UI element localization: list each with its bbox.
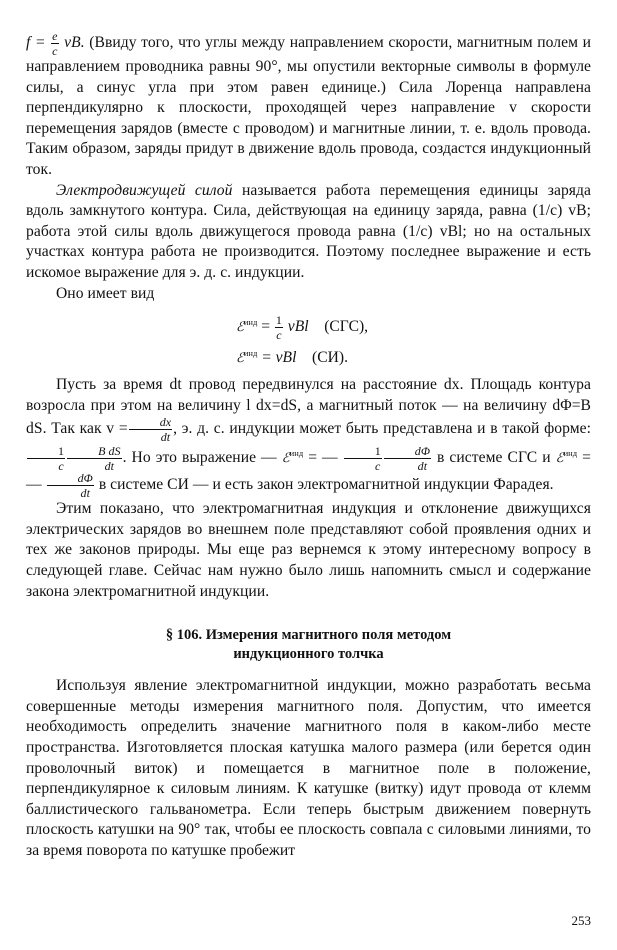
emf-symbol: ℰ xyxy=(236,351,244,367)
formula-cgs: ℰ$^{инд}$ = $\frac{1}{c}$ vBl (СГС), ℰ$^{инд}$ = vBl (СИ). xyxy=(236,313,369,367)
page-number: 253 xyxy=(571,913,591,928)
paragraph-form-intro: Оно имеет вид xyxy=(56,284,155,302)
fraction-1-over-c: $\frac{1}{c}$ xyxy=(344,445,382,472)
emf-symbol: ℰ xyxy=(236,320,244,336)
unit-cgs: (СГС), xyxy=(324,318,369,336)
paragraph-lorentz xyxy=(26,30,591,181)
paragraph-faraday: Пусть за время dt провод передвинулся на расстояние dx. Площадь контура возросла при этом на величину l dx=dS, а магнитный поток — на величину dΦ=B dS. Так как v = $\frac{dx}{dt}$ , э. д. с. индукции может быть представлена и в такой форме: $\frac{1}{c}$ $\frac{\text{B dS}}{dt}$ . Но это выражение — ℰ$^{инд}$ = — $\frac{1}{c}$ $\frac{d\Phi}{dt}$ в системе СГС и ℰ$^{инд}$ = — $\frac{d\Phi}{dt}$ в системе СИ — и есть закон электромагнитной индукции Фарадея. xyxy=(26,376,591,501)
section-heading-line2: индукционного толчка xyxy=(233,646,384,663)
fraction-1-over-c: $\frac{1}{c}$ xyxy=(27,445,65,472)
fraction-e-over-c: $\frac{e}{c}$ xyxy=(52,29,58,58)
fraction-dphi-dt: $\frac{d\Phi}{dt}$ xyxy=(47,472,94,499)
emf-superscript: инд xyxy=(243,317,258,328)
fraction-dphi-dt: $\frac{d\Phi}{dt}$ xyxy=(384,445,431,472)
unit-si: (СИ). xyxy=(312,349,348,367)
paragraph-unity: Этим показано, что электромагнитная индукция и отклонение движущихся электрических зарядов во внешнем поле представляют собой проявления одних и тех же законов природы. Мы еще раз вернемся к этому интересному вопросу в следующей главе. Сейчас нам нужно было лишь напомнить смысл и содержание закона электромагнитной индукции. xyxy=(26,500,591,600)
fraction-dx-dt: $\frac{dx}{dt}$ xyxy=(129,416,172,443)
paragraph-measurement: Используя явление электромагнитной индукции, можно разработать весьма совершенные методы измерения магнитного поля. Допустим, что имеется необходимость определить значение магнитного поля в каком-либо месте пространства. Изготовляется плоская катушка малого размера (или берется один проволочный виток) и помещается в магнитное поле в положение, перпендикулярное к силовым линиям. К катушке (витку) идут провода от клемм баллистического гальванометра. Если теперь быстрым движением повернуть плоскость катушки на 90° так, чтобы ее плоскость совпала с силовыми линиями, то за время поворота по катушке пробежит xyxy=(26,677,591,859)
paragraph-emf-definition xyxy=(26,181,591,284)
section-heading xyxy=(26,626,591,664)
emf-superscript: инд xyxy=(289,448,304,459)
force-formula-rhs: vB. xyxy=(59,34,85,52)
force-formula-lhs: f = xyxy=(26,34,51,52)
emf-symbol: ℰ xyxy=(281,451,290,467)
fraction-1-over-c: $\frac{1}{c}$ xyxy=(275,313,282,343)
page xyxy=(26,30,591,935)
paragraph-emf-text: называется работа перемещения единицы заряда вдоль замкнутого контура. Сила, действующая на единицу заряда, равна (1/c) vB; работа этой силы вдоль движущегося провода равна (1/c) vBl; но на остальных участках контура работа не производится. Поэтому последнее выражение и есть искомое выражение для э. д. с. индукции. xyxy=(26,181,591,281)
emf-superscript: инд xyxy=(243,348,258,359)
emf-symbol: ℰ xyxy=(555,451,564,467)
emf-term: Электродвижущей силой xyxy=(56,181,233,199)
section-heading-line1: § 106. Измерения магнитного поля методом xyxy=(165,627,452,644)
emf-superscript: инд xyxy=(563,448,578,459)
fraction-bds-dt: $\frac{\text{B dS}}{dt}$ xyxy=(67,445,122,472)
paragraph-lorentz-text: (Ввиду того, что углы между направлением скорости, магнитным полем и направлением проводника равны 90°, мы опустили векторные символы в формуле силы, а синус угла при этом равен единице.) Сила Лоренца направлена перпендикулярно к плоскости, проходящей через направление v скорости перемещения зарядов (вместе с проводом) и магнитные линии, т. е. вдоль провода. Таким образом, заряды придут в движение вдоль провода, создастся индукционный ток. xyxy=(26,34,591,178)
